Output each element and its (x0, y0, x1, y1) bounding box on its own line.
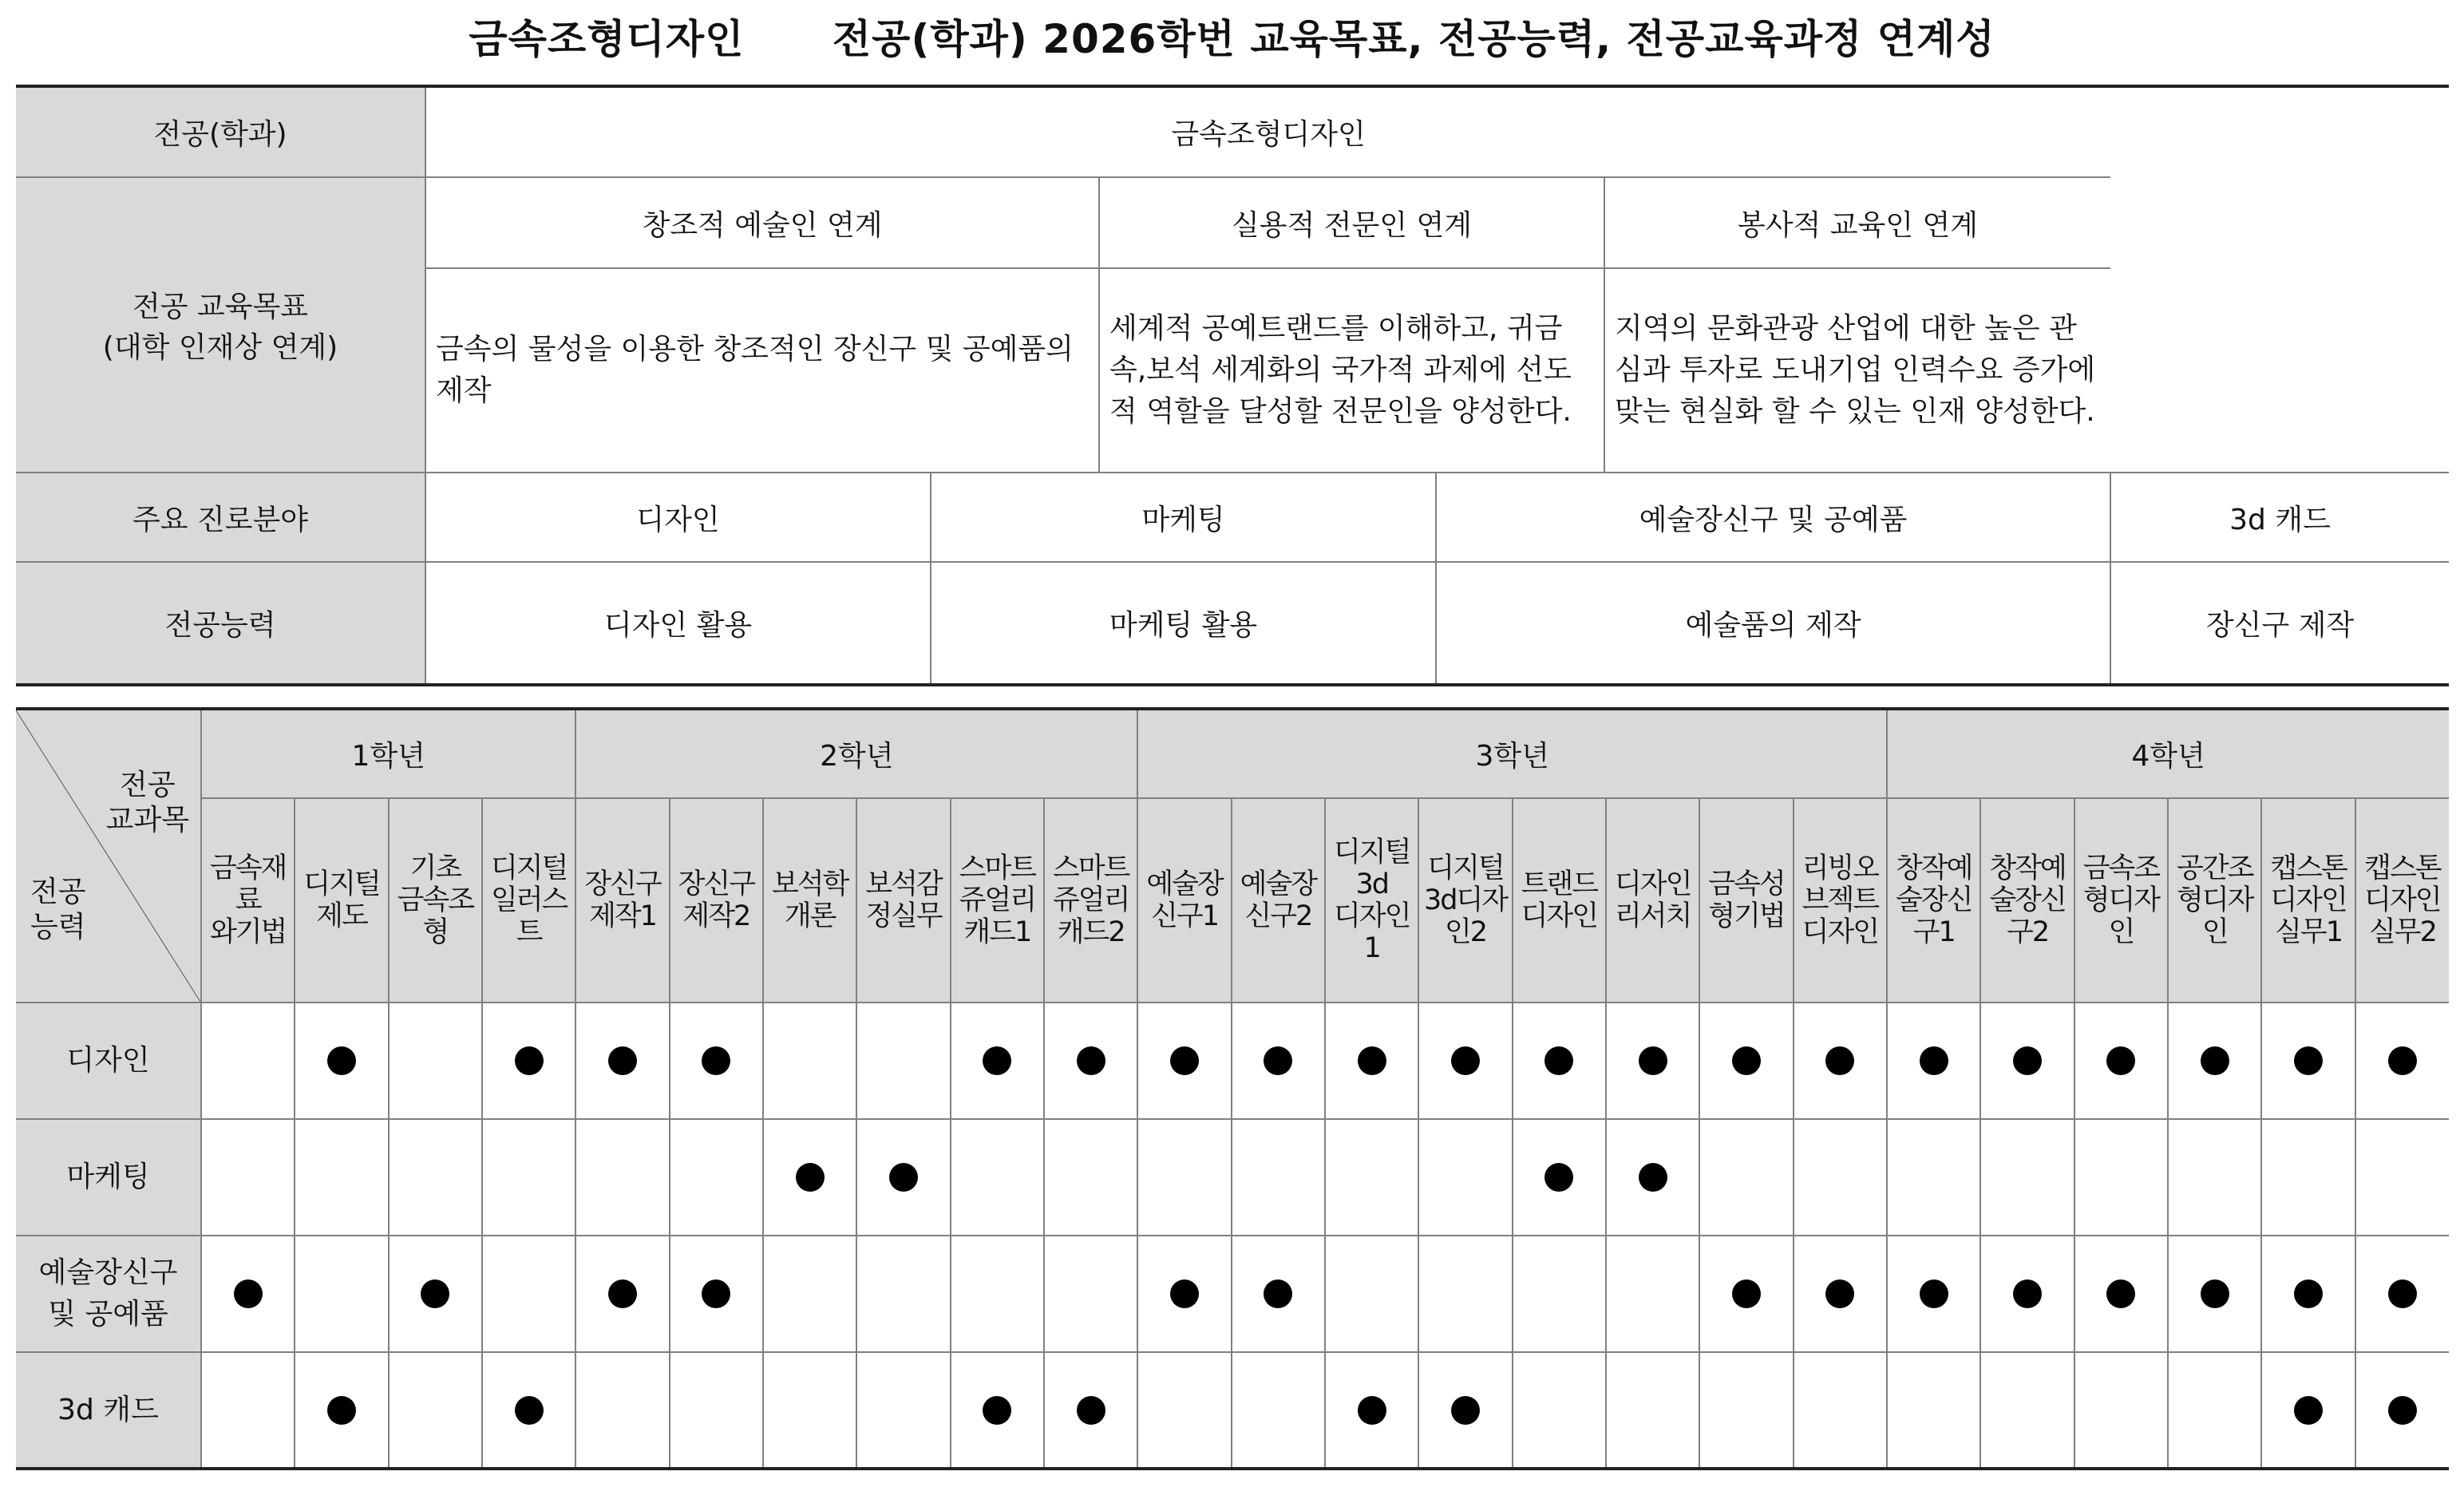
mapping-cell (1232, 1236, 1325, 1352)
mapping-cell (1044, 1119, 1137, 1236)
mapping-cell (1980, 1236, 2074, 1352)
curriculum-matrix (16, 707, 2449, 1470)
mapping-cell (1044, 1003, 1137, 1119)
mapping-dot-icon (2388, 1046, 2417, 1075)
mapping-cell (1980, 1003, 2074, 1119)
mapping-cell (575, 1236, 669, 1352)
competency-cell: 장신구 제작 (2110, 562, 2449, 685)
mapping-cell (1044, 1236, 1137, 1352)
mapping-cell (951, 1236, 1044, 1352)
mapping-cell (763, 1352, 856, 1469)
overview-table (16, 85, 2449, 686)
year-header: 1학년 (201, 709, 575, 798)
mapping-cell (575, 1119, 669, 1236)
mapping-dot-icon (983, 1396, 1011, 1425)
mapping-cell (763, 1003, 856, 1119)
mapping-cell (389, 1236, 482, 1352)
mapping-dot-icon (2201, 1046, 2229, 1075)
mapping-cell (670, 1236, 763, 1352)
mapping-cell (295, 1003, 388, 1119)
goal-text-creative: 금속의 물성을 이용한 창조적인 장신구 및 공예품의 제작 (425, 268, 1099, 473)
course-header: 창작예 술장신 구1 (1887, 798, 1980, 1003)
mapping-dot-icon (1264, 1046, 1292, 1075)
mapping-cell (2074, 1003, 2168, 1119)
mapping-cell (1325, 1352, 1418, 1469)
mapping-cell (1137, 1352, 1231, 1469)
major-label-cell: 전공(학과) (16, 86, 425, 177)
course-header: 예술장 신구1 (1137, 798, 1231, 1003)
mapping-dot-icon (1732, 1279, 1761, 1308)
mapping-dot-icon (1639, 1163, 1667, 1192)
corner-course-label: 전공 교과목 (105, 769, 189, 836)
course-header: 장신구 제작2 (670, 798, 763, 1003)
competency-row-label: 3d 캐드 (16, 1352, 201, 1469)
mapping-dot-icon (1825, 1046, 1854, 1075)
mapping-cell (2074, 1236, 2168, 1352)
mapping-cell (856, 1003, 950, 1119)
course-header: 창작예 술장신 구2 (1980, 798, 2074, 1003)
mapping-dot-icon (234, 1279, 263, 1308)
mapping-dot-icon (1358, 1396, 1386, 1425)
course-header: 장신구 제작1 (575, 798, 669, 1003)
career-label-cell: 주요 진로분야 (16, 473, 425, 562)
goal-text-service: 지역의 문화관광 산업에 대한 높은 관심과 투자로 도내기업 인력수요 증가에 맞는 현실화 할 수 있는 인재 양성한다. (1604, 268, 2110, 473)
course-header: 리빙오 브젝트 디자인 (1794, 798, 1887, 1003)
mapping-cell (1513, 1352, 1606, 1469)
goals-label-cell (16, 177, 425, 473)
goals-label-line1: 전공 교육목표 (132, 291, 309, 323)
mapping-dot-icon (796, 1163, 825, 1192)
mapping-dot-icon (702, 1046, 730, 1075)
mapping-dot-icon (2013, 1279, 2042, 1308)
mapping-cell (2168, 1119, 2261, 1236)
course-header: 캡스톤 디자인 실무2 (2355, 798, 2449, 1003)
mapping-cell (856, 1119, 950, 1236)
mapping-dot-icon (1732, 1046, 1761, 1075)
diagonal-line (16, 710, 200, 1002)
mapping-dot-icon (1358, 1046, 1386, 1075)
career-cell: 3d 캐드 (2110, 473, 2449, 562)
competency-row-label: 마케팅 (16, 1119, 201, 1236)
competency-cell: 예술품의 제작 (1436, 562, 2110, 685)
mapping-cell (1699, 1352, 1793, 1469)
course-header: 금속조 형디자 인 (2074, 798, 2168, 1003)
mapping-cell (1232, 1352, 1325, 1469)
mapping-cell (1418, 1003, 1512, 1119)
mapping-cell (1606, 1236, 1699, 1352)
course-header: 디지털 3d 디자인 1 (1325, 798, 1418, 1003)
mapping-dot-icon (2106, 1046, 2135, 1075)
mapping-dot-icon (2294, 1046, 2323, 1075)
mapping-cell (2261, 1352, 2355, 1469)
mapping-dot-icon (2388, 1396, 2417, 1425)
mapping-cell (670, 1352, 763, 1469)
mapping-cell (482, 1003, 575, 1119)
corner-competency-label: 전공 능력 (30, 876, 86, 943)
mapping-dot-icon (608, 1046, 637, 1075)
page-title: 금속조형디자인 전공(학과) 2026학번 교육목표, 전공능력, 전공교육과정 연계성 (469, 16, 1995, 62)
mapping-cell (1980, 1352, 2074, 1469)
career-cell: 예술장신구 및 공예품 (1436, 473, 2110, 562)
mapping-cell (1137, 1003, 1231, 1119)
mapping-cell (295, 1119, 388, 1236)
mapping-cell (856, 1236, 950, 1352)
career-cell: 디자인 (425, 473, 931, 562)
mapping-cell (670, 1003, 763, 1119)
year-header: 2학년 (575, 709, 1137, 798)
competency-row (16, 1119, 2449, 1236)
mapping-cell (2355, 1119, 2449, 1236)
goals-label-line2: (대학 인재상 연계) (102, 331, 338, 364)
mapping-dot-icon (1639, 1046, 1667, 1075)
mapping-cell (1418, 1352, 1512, 1469)
course-header: 캡스톤 디자인 실무1 (2261, 798, 2355, 1003)
mapping-cell (1887, 1236, 1980, 1352)
mapping-dot-icon (702, 1279, 730, 1308)
mapping-cell (295, 1352, 388, 1469)
mapping-dot-icon (2013, 1046, 2042, 1075)
competency-row-label: 예술장신구 및 공예품 (16, 1236, 201, 1352)
course-header: 디지털 일러스트 (482, 798, 575, 1003)
mapping-dot-icon (1264, 1279, 1292, 1308)
mapping-cell (201, 1352, 295, 1469)
competency-row-label: 디자인 (16, 1003, 201, 1119)
mapping-cell (389, 1352, 482, 1469)
mapping-dot-icon (2294, 1279, 2323, 1308)
mapping-cell (575, 1352, 669, 1469)
mapping-cell (201, 1003, 295, 1119)
mapping-cell (1887, 1352, 1980, 1469)
mapping-cell (2074, 1119, 2168, 1236)
mapping-cell (2074, 1352, 2168, 1469)
mapping-cell (482, 1236, 575, 1352)
mapping-cell (1887, 1119, 1980, 1236)
mapping-cell (1513, 1119, 1606, 1236)
year-header: 3학년 (1137, 709, 1887, 798)
mapping-dot-icon (2294, 1396, 2323, 1425)
goal-heading-practical: 실용적 전문인 연계 (1099, 177, 1604, 268)
mapping-cell (1794, 1236, 1887, 1352)
course-header: 예술장 신구2 (1232, 798, 1325, 1003)
mapping-cell (482, 1352, 575, 1469)
course-header: 보석감 정실무 (856, 798, 950, 1003)
course-header: 공간조 형디자 인 (2168, 798, 2261, 1003)
year-header: 4학년 (1887, 709, 2449, 798)
mapping-dot-icon (2201, 1279, 2229, 1308)
mapping-dot-icon (327, 1046, 356, 1075)
mapping-cell (2355, 1236, 2449, 1352)
mapping-cell (1325, 1003, 1418, 1119)
mapping-cell (670, 1119, 763, 1236)
mapping-dot-icon (515, 1046, 544, 1075)
mapping-cell (2355, 1003, 2449, 1119)
mapping-cell (1699, 1236, 1793, 1352)
corner-header (16, 709, 201, 1003)
mapping-cell (201, 1119, 295, 1236)
mapping-cell (2168, 1003, 2261, 1119)
mapping-dot-icon (2106, 1279, 2135, 1308)
course-header: 스마트 쥬얼리 캐드2 (1044, 798, 1137, 1003)
mapping-cell (1980, 1119, 2074, 1236)
mapping-cell (1513, 1003, 1606, 1119)
mapping-cell (1137, 1119, 1231, 1236)
mapping-dot-icon (1170, 1279, 1199, 1308)
mapping-cell (2261, 1003, 2355, 1119)
mapping-dot-icon (1544, 1163, 1573, 1192)
competency-row (16, 1236, 2449, 1352)
mapping-cell (1606, 1003, 1699, 1119)
mapping-dot-icon (2388, 1279, 2417, 1308)
mapping-dot-icon (1920, 1046, 1948, 1075)
mapping-cell (1232, 1003, 1325, 1119)
mapping-cell (482, 1119, 575, 1236)
mapping-cell (1699, 1119, 1793, 1236)
mapping-cell (856, 1352, 950, 1469)
goal-heading-service: 봉사적 교육인 연계 (1604, 177, 2110, 268)
competency-row (16, 1352, 2449, 1469)
mapping-cell (2261, 1236, 2355, 1352)
mapping-cell (389, 1003, 482, 1119)
mapping-cell (201, 1236, 295, 1352)
mapping-cell (1794, 1352, 1887, 1469)
career-cell: 마케팅 (931, 473, 1436, 562)
mapping-dot-icon (421, 1279, 449, 1308)
mapping-cell (575, 1003, 669, 1119)
mapping-cell (1606, 1352, 1699, 1469)
competency-cell: 디자인 활용 (425, 562, 931, 685)
competency-cell: 마케팅 활용 (931, 562, 1436, 685)
mapping-dot-icon (1451, 1396, 1480, 1425)
course-header: 디지털 3d디자 인2 (1418, 798, 1512, 1003)
mapping-dot-icon (1170, 1046, 1199, 1075)
mapping-cell (389, 1119, 482, 1236)
competency-label-cell: 전공능력 (16, 562, 425, 685)
mapping-cell (763, 1236, 856, 1352)
course-header: 트랜드 디자인 (1513, 798, 1606, 1003)
mapping-dot-icon (1920, 1279, 1948, 1308)
course-header: 디지털 제도 (295, 798, 388, 1003)
mapping-cell (951, 1119, 1044, 1236)
mapping-dot-icon (1077, 1396, 1105, 1425)
mapping-cell (1325, 1236, 1418, 1352)
goal-text-practical: 세계적 공예트랜드를 이해하고, 귀금속,보석 세계화의 국가적 과제에 선도적 역할을 달성할 전문인을 양성한다. (1099, 268, 1604, 473)
mapping-cell (2261, 1119, 2355, 1236)
goal-heading-creative: 창조적 예술인 연계 (425, 177, 1099, 268)
mapping-dot-icon (1451, 1046, 1480, 1075)
mapping-cell (1418, 1119, 1512, 1236)
mapping-cell (295, 1236, 388, 1352)
mapping-cell (2168, 1352, 2261, 1469)
mapping-cell (2355, 1352, 2449, 1469)
course-header: 디자인 리서치 (1606, 798, 1699, 1003)
mapping-cell (1699, 1003, 1793, 1119)
mapping-dot-icon (515, 1396, 544, 1425)
mapping-cell (1232, 1119, 1325, 1236)
mapping-cell (1513, 1236, 1606, 1352)
mapping-cell (1887, 1003, 1980, 1119)
course-header: 금속성 형기법 (1699, 798, 1793, 1003)
mapping-cell (1137, 1236, 1231, 1352)
mapping-dot-icon (1077, 1046, 1105, 1075)
mapping-cell (763, 1119, 856, 1236)
mapping-cell (1794, 1119, 1887, 1236)
mapping-dot-icon (983, 1046, 1011, 1075)
mapping-dot-icon (1544, 1046, 1573, 1075)
mapping-dot-icon (327, 1396, 356, 1425)
mapping-cell (2168, 1236, 2261, 1352)
course-header: 금속재료 와기법 (201, 798, 295, 1003)
mapping-dot-icon (889, 1163, 918, 1192)
course-header: 보석학 개론 (763, 798, 856, 1003)
mapping-cell (1044, 1352, 1137, 1469)
mapping-dot-icon (1825, 1279, 1854, 1308)
competency-row (16, 1003, 2449, 1119)
mapping-cell (1418, 1236, 1512, 1352)
mapping-cell (1794, 1003, 1887, 1119)
mapping-cell (1325, 1119, 1418, 1236)
major-value-cell: 금속조형디자인 (425, 86, 2110, 177)
course-header: 기초 금속조형 (389, 798, 482, 1003)
mapping-dot-icon (608, 1279, 637, 1308)
mapping-cell (951, 1352, 1044, 1469)
mapping-cell (951, 1003, 1044, 1119)
mapping-cell (1606, 1119, 1699, 1236)
course-header: 스마트 쥬얼리 캐드1 (951, 798, 1044, 1003)
